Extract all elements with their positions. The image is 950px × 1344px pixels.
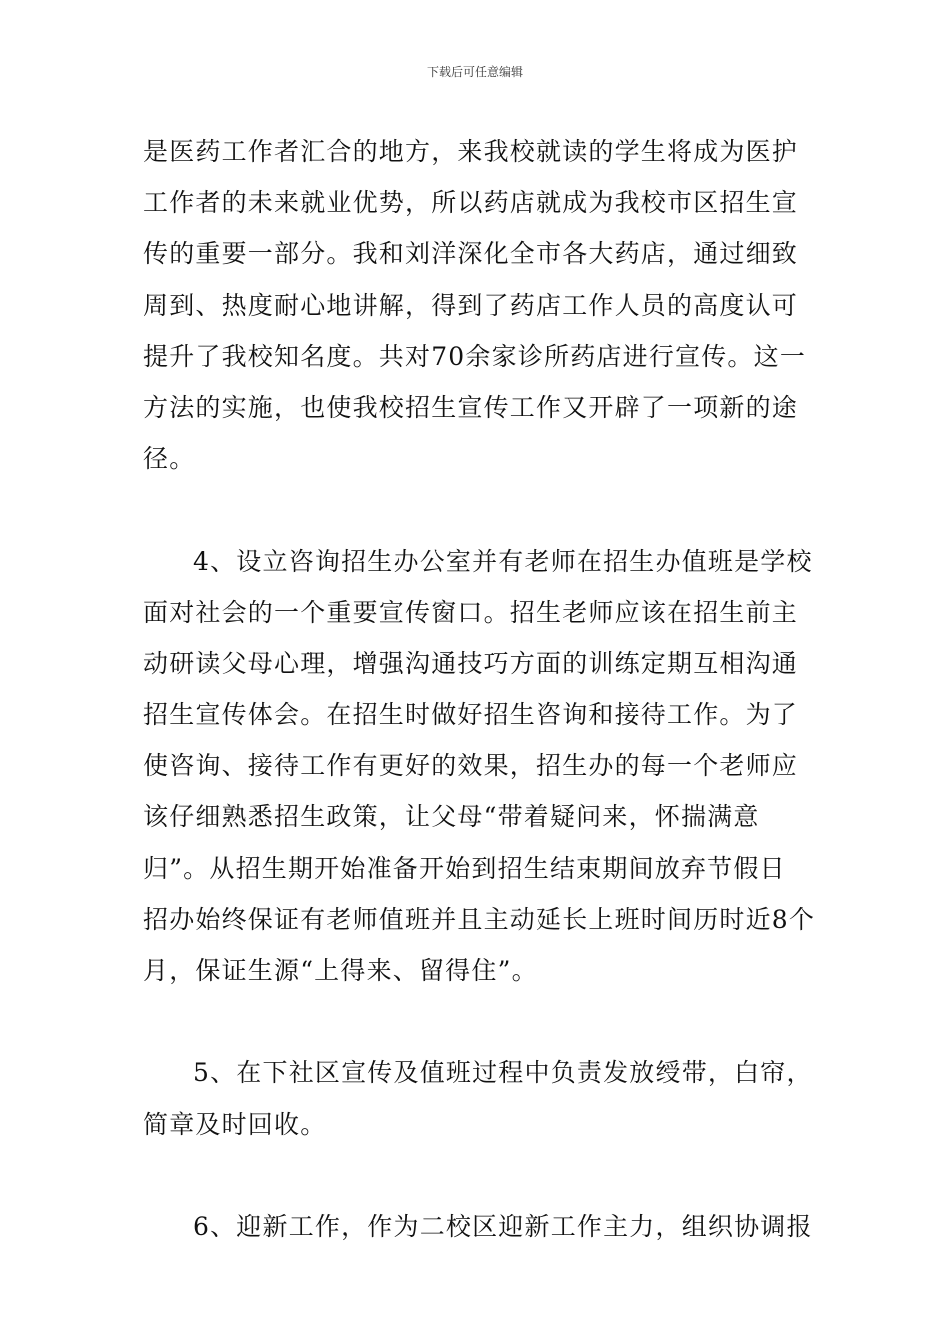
text-line: 招办始终保证有老师值班并且主动延长上班时间历时近8个 [143, 904, 816, 934]
text-line: 5、在下社区宣传及值班过程中负责发放绶带，白帘， [193, 1058, 813, 1088]
text-line: 方法的实施，也使我校招生宣传工作又开辟了一项新的途 [143, 392, 799, 422]
text-line: 该仔细熟悉招生政策，让父母“带着疑问来，怀揣满意 [143, 802, 760, 832]
text-line: 传的重要一部分。我和刘洋深化全市各大药店，通过细致 [143, 239, 799, 269]
paragraph-item-5 [143, 1047, 811, 1149]
text-line: 是医药工作者汇合的地方，来我校就读的学生将成为医护 [143, 137, 799, 166]
paragraph-spacer [143, 484, 811, 535]
text-line: 4、设立咨询招生办公室并有老师在招生办值班是学校 [193, 546, 813, 576]
paragraph-item-4 [143, 536, 816, 997]
page-header: 下载后可任意编辑 [426, 65, 523, 79]
document-body [143, 126, 816, 1252]
text-line: 径。 [143, 444, 196, 474]
text-line: 6、迎新工作，作为二校区迎新工作主力，组织协调报 [193, 1211, 813, 1241]
text-line: 使咨询、接待工作有更好的效果，招生办的每一个老师应 [143, 751, 799, 781]
paragraph-pharmacy-promotion [143, 126, 811, 484]
text-line: 工作者的未来就业优势，所以药店就成为我校市区招生宣 [143, 188, 799, 218]
text-line: 简章及时回收。 [143, 1109, 327, 1139]
text-line: 动研读父母心理，增强沟通技巧方面的训练定期互相沟通 [143, 648, 799, 678]
paragraph-spacer [143, 996, 811, 1047]
text-line: 周到、热度耐心地讲解，得到了药店工作人员的高度认可 [143, 290, 799, 320]
text-line: 面对社会的一个重要宣传窗口。招生老师应该在招生前主 [143, 597, 799, 627]
text-line: 归”。从招生期开始准备开始到招生结束期间放弃节假日 [143, 853, 786, 883]
text-line: 月，保证生源“上得来、留得住”。 [143, 956, 538, 985]
paragraph-spacer [143, 1150, 811, 1201]
text-line: 提升了我校知名度。共对70余家诊所药店进行宣传。这一 [143, 341, 807, 371]
text-line: 招生宣传体会。在招生时做好招生咨询和接待工作。为了 [143, 700, 799, 730]
paragraph-item-6 [143, 1201, 811, 1252]
